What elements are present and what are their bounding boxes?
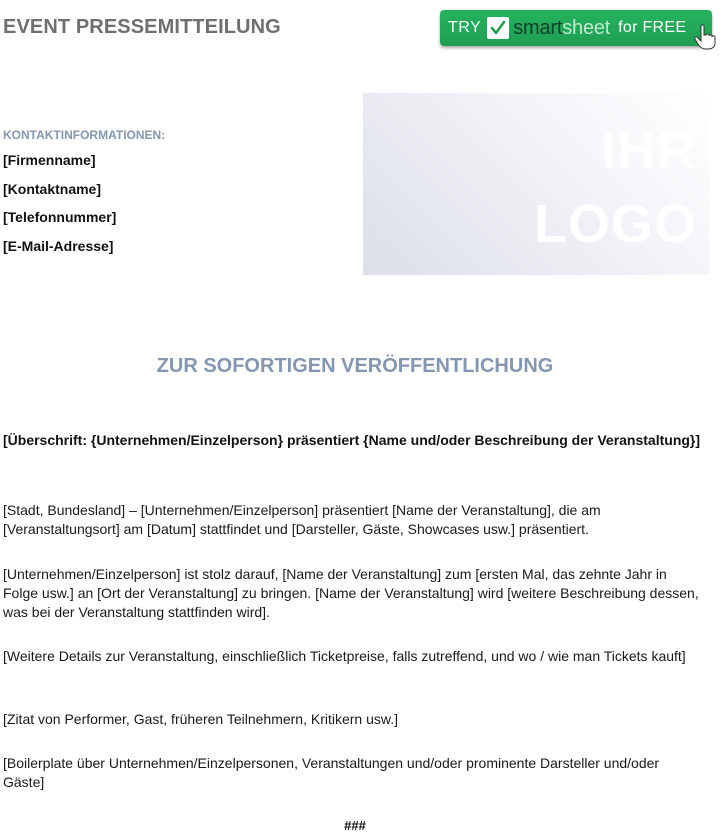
paragraph-intro: [Stadt, Bundesland] – [Unternehmen/Einzelperson] präsentiert [Name der Veranstaltung], die am [Veranstaltungsort] am [Datum] stattfindet und [Darsteller, Gäste, Showcases usw.] präsentiert.: [3, 502, 601, 537]
contact-person-name: [Kontaktname]: [3, 181, 102, 197]
logo-placeholder: [363, 93, 709, 275]
logo-line-1: IHR: [601, 120, 697, 180]
brand-light: sheet: [562, 16, 611, 39]
end-mark: ###: [344, 818, 366, 833]
release-heading: ZUR SOFORTIGEN VERÖFFENTLICHUNG: [156, 355, 554, 377]
pointing-hand-icon: [694, 24, 716, 55]
try-smartsheet-button[interactable]: [440, 10, 712, 46]
contact-heading: KONTAKTINFORMATIONEN:: [3, 128, 166, 142]
try-label: TRY: [448, 19, 482, 36]
paragraph-details: [Unternehmen/Einzelperson] ist stolz darauf, [Name der Veranstaltung] zum [ersten Mal, das zehnte Jahr in Folge usw.] an [Ort der Veranstaltung] zu bringen. [Name der Veranstaltung] wird [weitere Beschreibung dessen, was bei der Veranstaltung stattfinden wird].: [3, 566, 699, 620]
smartsheet-brand: [513, 17, 610, 40]
brand-dark: smart: [513, 16, 563, 39]
document-title: EVENT PRESSEMITTEILUNG: [3, 16, 281, 38]
checkmark-icon: [487, 17, 509, 39]
contact-phone: [Telefonnummer]: [3, 209, 117, 225]
free-label: for FREE: [618, 19, 687, 36]
contact-email: [E-Mail-Adresse]: [3, 238, 114, 254]
paragraph-boilerplate: [Boilerplate über Unternehmen/Einzelpersonen, Veranstaltungen und/oder prominente Darsteller und/oder Gäste]: [3, 755, 660, 790]
paragraph-tickets: [Weitere Details zur Veranstaltung, einschließlich Ticketpreise, falls zutreffend, und wo / wie man Tickets kauft]: [3, 648, 686, 664]
logo-line-2: LOGO: [534, 194, 697, 254]
paragraph-quote: [Zitat von Performer, Gast, früheren Teilnehmern, Kritikern usw.]: [3, 711, 399, 727]
contact-company-name: [Firmenname]: [3, 152, 96, 168]
press-headline: [Überschrift: {Unternehmen/Einzelperson} präsentiert {Name und/oder Beschreibung der Veranstaltung}]: [3, 432, 701, 448]
